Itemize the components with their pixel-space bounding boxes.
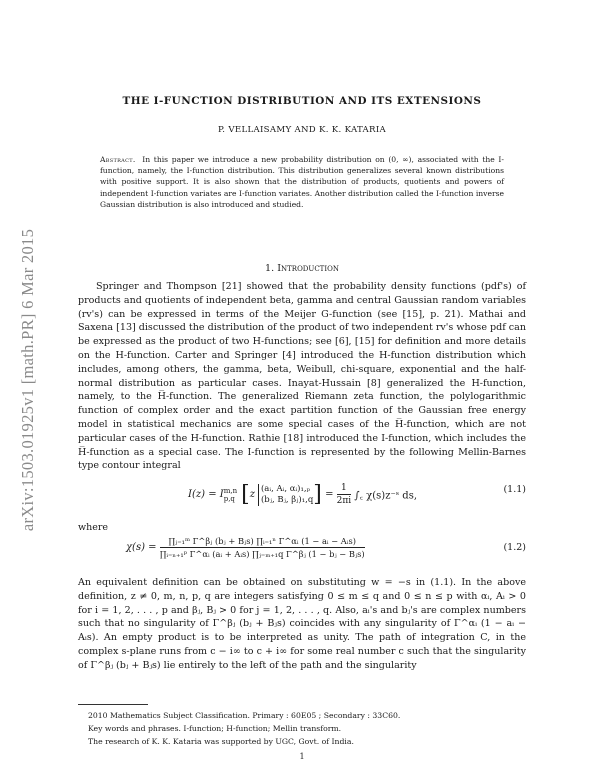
eq1-arg-top: (aᵢ, Aᵢ, αᵢ)₁,ₚ [260,483,310,494]
section-title: Introduction [277,263,339,274]
eq1-lhs: I(z) = I [188,489,224,500]
intro-paragraph-2: An equivalent definition can be obtained on substituting w = −s in (1.1). In the above definition, z ≠ 0, m, n, p, q are integers satisfying 0 ≤ m ≤ q and 0 ≤ n ≤ p with αᵢ, Aᵢ > 0 for i = 1, 2, . . . , p and βⱼ, Bⱼ > 0 for j = 1, 2, . . . , q. Also, aᵢ's and bⱼ's are complex numbers such that no singularity of Γ^βⱼ (bⱼ + Bⱼs) coincides with any singularity of Γ^αᵢ (1 − aᵢ − Aᵢs). An empty product is to be interpreted as unity. The path of integration C, in the complex s-plane runs from c − i∞ to c + i∞ for some real number c such that the singularity of Γ^βⱼ (bⱼ + Bⱼs) lie entirely to the left of the path and the singularity [78,577,526,671]
section-number: 1. [265,263,275,274]
eq2-numerator: ∏ⱼ₌₁ᵐ Γ^βⱼ (bⱼ + Bⱼs) ∏ᵢ₌₁ⁿ Γ^αᵢ (1 − aᵢ − Aᵢs) [160,536,365,548]
eq1-arg-bottom: (bⱼ, Bⱼ, βⱼ)₁,q [260,494,314,505]
footnote-keywords: Key words and phrases. I-function; H-function; Mellin transform. [88,724,342,733]
footnote-msc: 2010 Mathematics Subject Classification. Primary : 60E05 ; Secondary : 33C60. [88,711,401,720]
equation-1-1: I(z) = I m,n p,q [z (aᵢ, Aᵢ, αᵢ)₁,ₚ (bⱼ, Bⱼ, βⱼ)₁,q ] = $\frac{1}{2\pi i}$ ∫꜀ χ(s)z⁻ˢ ds, (1.1) [188,482,526,507]
section-heading [78,263,526,274]
abstract-label: Abstract. [100,155,136,164]
abstract-text: In this paper we introduce a new probability distribution on (0, ∞), associated with the I-function, namely, the I-function distribution. This distribution generalizes several known distributions with positive support. It is also shown that the distribution of products, quotients and powers of independent I-function variates are I-function variates. Another distribution called the I-function inverse Gaussian distribution is also introduced and studied. [100,155,504,209]
eq2-denominator: ∏ᵢ₌ₙ₊₁ᵖ Γ^αᵢ (aᵢ + Aᵢs) ∏ⱼ₌ₘ₊₁q Γ^βⱼ (1 − bⱼ − Bⱼs) [159,549,365,559]
eq1-sub: p,q [223,494,235,503]
eq2-lhs: χ(s) = [126,542,157,553]
eq1-integrand: ∫꜀ χ(s)z⁻ˢ ds, [354,490,418,502]
footnote-funding: The research of K. K. Kataria was supported by UGC, Govt. of India. [88,737,354,746]
eq1-rhs-den: 2πi [336,496,352,506]
eq1-sup: m,n [223,486,238,495]
eq2-fraction [160,536,365,559]
eq1-rhs-num: 1 [337,483,352,495]
page-number: 1 [299,752,305,761]
eq1-number: (1.1) [503,484,526,495]
arxiv-id: arXiv:1503.01925v1 [math.PR] 6 Mar 2015 [18,228,37,532]
intro-paragraph-1: Springer and Thompson [21] showed that the probability density functions (pdf's) of products and quotients of independent beta, gamma and central Gaussian random variables (rv's) can be expressed in terms of the Meijer G-function (see [15], p. 21). Mathai and Saxena [13] discussed the distribution of the product of two independent rv's whose pdf can be expressed as the product of two H-functions; see [6], [15] for definition and more details on the H-function. Carter and Springer [4] introduced the H-function distribution which includes, among others, the gamma, beta, Weibull, chi-square, exponential and the half-normal distribution as particular cases. Inayat-Hussain [8] generalized the H-function, namely, to the H̅-function. The generalized Riemann zeta function, the polylogarithmic function of complex order and the exact partition function of the Gaussian free energy model in statistical mechanics are some special cases of the H̅-function, which are not particular cases of the H-function. Rathie [18] introduced the I-function, which includes the H̅-function as a special case. The I-function is represented by the following Mellin-Barnes type contour integral [78,281,526,472]
eq2-number: (1.2) [503,542,526,553]
where-text: where [78,522,109,533]
abstract [100,154,504,210]
eq1-fraction [337,483,352,506]
equation-1-2 [78,536,526,570]
paper-title: THE I-FUNCTION DISTRIBUTION AND ITS EXTENSIONS [122,95,482,107]
footnote-rule [78,704,148,705]
paper-authors: P. VELLAISAMY AND K. K. KATARIA [217,125,387,135]
arxiv-sidebar-stamp [8,180,48,580]
